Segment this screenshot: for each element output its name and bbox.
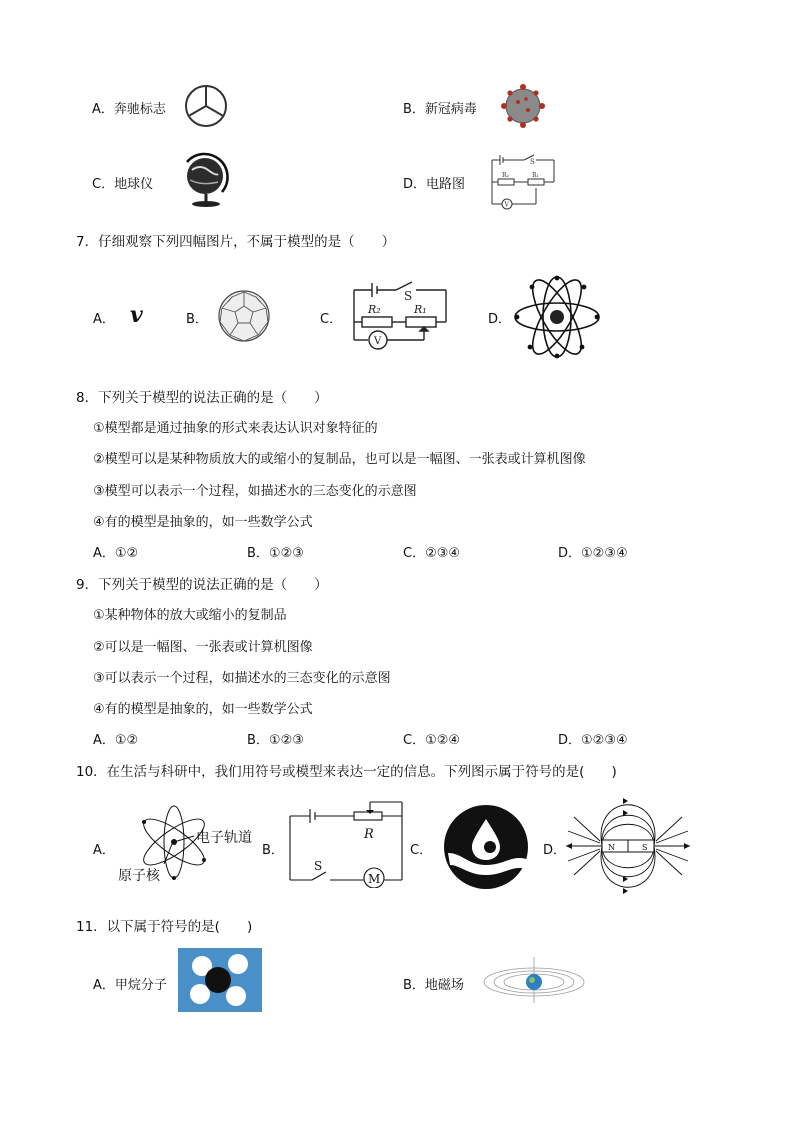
q9-stem: 9．下列关于模型的说法正确的是（ ） (76, 577, 328, 593)
q7-option-b: B． (186, 312, 208, 327)
q10-stem: 10．在生活与科研中，我们用符号或模型来表达一定的信息。下列图示属于符号的是( ) (76, 764, 617, 780)
circuit-diagram-c (350, 278, 468, 352)
q8-option-a: A．①② (93, 546, 139, 561)
north-pole-label: N (608, 843, 615, 852)
fullerene-model-icon (216, 288, 272, 344)
q10-option-c: C． (410, 843, 433, 858)
q9-item-2: ②可以是一幅图、一张表或计算机图像 (93, 640, 313, 655)
q8-stem: 8．下列关于模型的说法正确的是（ ） (76, 390, 328, 406)
mercedes-logo-icon (184, 84, 228, 128)
q7-stem: 7．仔细观察下列四幅图片，不属于模型的是（ ） (76, 234, 396, 250)
q9-option-a: A．①② (93, 733, 139, 748)
geomagnetic-field-icon (480, 955, 588, 1005)
q10-option-b: B． (262, 843, 284, 858)
circuit-switch-label: S (530, 158, 535, 166)
globe-icon (178, 152, 234, 208)
q9-item-4: ④有的模型是抽象的，如一些数学公式 (93, 702, 313, 717)
q9-option-d: D．①②③④ (558, 733, 628, 748)
q9-option-b: B．①②③ (247, 733, 304, 748)
nucleus-label: 原子核 (118, 868, 160, 884)
q6-option-a: A．奔驰标志 (92, 102, 166, 117)
circuit-r2-label: R₂ (502, 172, 509, 179)
south-pole-label: S (642, 843, 648, 852)
atom-orbit-diagram (112, 800, 268, 888)
r1-label: R₁ (414, 303, 427, 316)
motor-circuit-diagram (284, 798, 408, 888)
q9-item-3: ③可以表示一个过程，如描述水的三态变化的示意图 (93, 671, 391, 686)
q10-option-a: A． (93, 843, 115, 858)
q6-option-c: C．地球仪 (92, 177, 154, 192)
water-saving-symbol (442, 803, 530, 891)
q8-item-3: ③模型可以表示一个过程，如描述水的三态变化的示意图 (93, 484, 417, 499)
circuit-r1-label: R₁ (532, 172, 539, 179)
switch-s-label: S (314, 859, 323, 873)
q7-option-c: C． (320, 312, 343, 327)
electron-orbit-label: 电子轨道 (196, 830, 252, 846)
voltmeter-label: V (374, 336, 382, 347)
q8-item-2: ②模型可以是某种物质放大的或缩小的复制品，也可以是一幅图、一张表或计算机图像 (93, 452, 586, 467)
switch-label: S (404, 289, 413, 303)
q8-option-c: C．②③④ (403, 546, 461, 561)
q6-option-b: B．新冠病毒 (403, 102, 477, 117)
q10-option-d: D． (543, 843, 567, 858)
q6-option-d: D．电路图 (403, 177, 466, 192)
q11-stem: 11．以下属于符号的是( ) (76, 919, 253, 935)
coronavirus-icon (498, 82, 548, 130)
q7-option-d: D． (488, 312, 512, 327)
q11-option-a: A．甲烷分子 (93, 978, 167, 993)
q8-item-1: ①模型都是通过抽象的形式来表达认识对象特征的 (93, 421, 378, 436)
q11-option-b: B．地磁场 (403, 978, 464, 993)
q8-option-b: B．①②③ (247, 546, 304, 561)
q8-option-d: D．①②③④ (558, 546, 628, 561)
q9-item-1: ①某种物体的放大或缩小的复制品 (93, 608, 287, 623)
velocity-symbol: v (130, 302, 143, 328)
motor-label: M (368, 872, 381, 886)
circuit-diagram-small (488, 152, 558, 210)
circuit-voltmeter-label: V (504, 201, 509, 209)
rheostat-label: R (364, 827, 374, 842)
q7-option-a: A． (93, 312, 115, 327)
q8-item-4: ④有的模型是抽象的，如一些数学公式 (93, 515, 313, 530)
atom-model-icon (512, 272, 602, 362)
r2-label: R₂ (368, 303, 381, 316)
bar-magnet-field-diagram (562, 797, 694, 895)
methane-molecule-model (178, 948, 262, 1012)
q9-option-c: C．①②④ (403, 733, 461, 748)
